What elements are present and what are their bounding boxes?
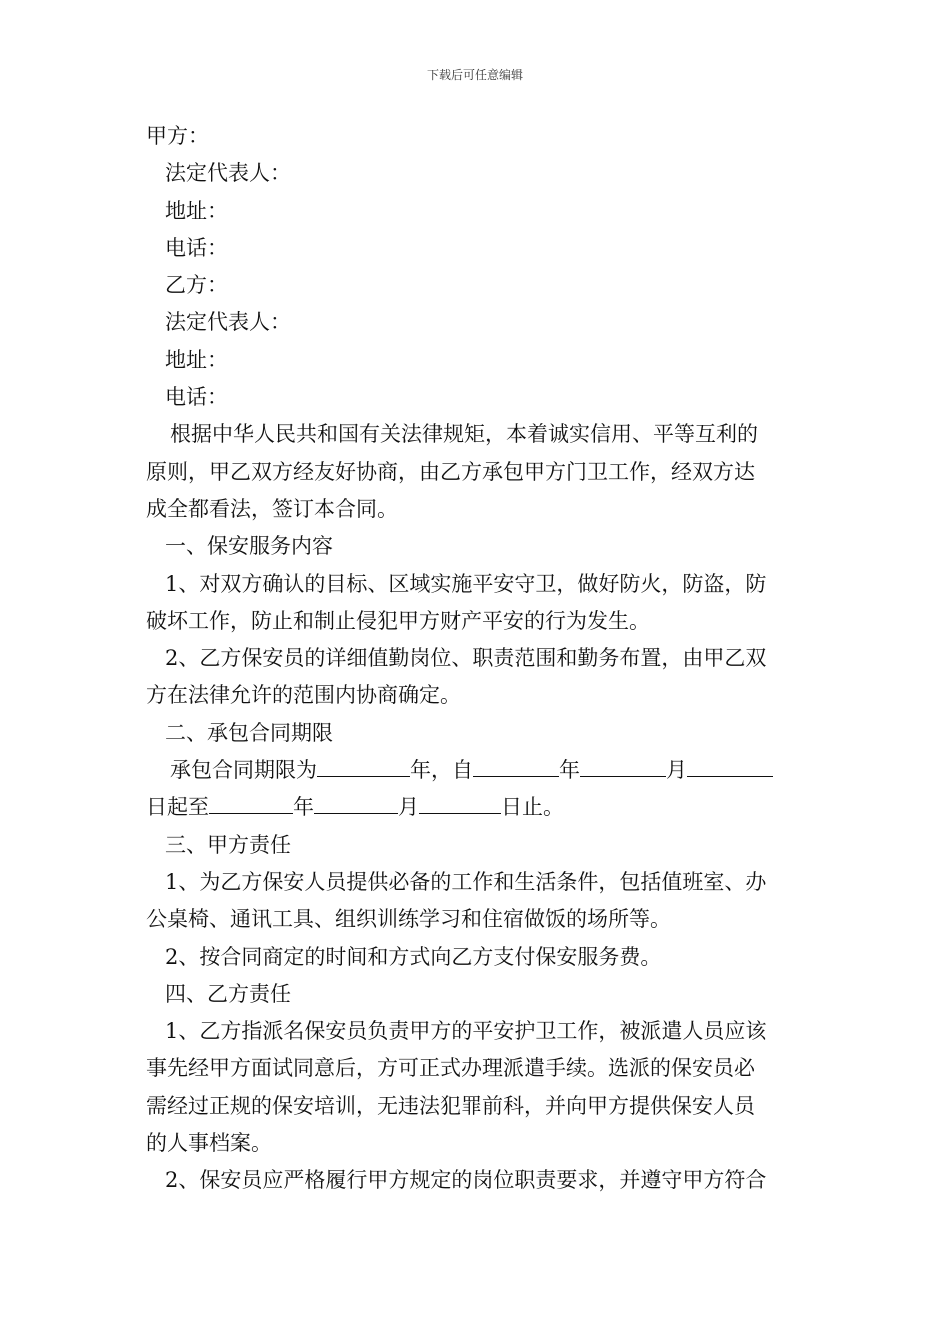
clause-line: 需经过正规的保安培训，无违法犯罪前科，并向甲方提供保安人员: [146, 1093, 755, 1118]
party-b-label: 乙方：: [165, 273, 228, 298]
preamble-line: 成全都看法，签订本合同。: [146, 496, 398, 521]
section-heading: 四、乙方责任: [165, 981, 291, 1006]
clause-line: 公桌椅、通讯工具、组织训练学习和住宿做饭的场所等。: [146, 907, 671, 932]
term-prefix: 承包合同期限为: [170, 758, 317, 783]
section-heading: 三、甲方责任: [165, 832, 291, 857]
blank-term-years: [317, 754, 410, 777]
term-month-text: 月: [666, 758, 687, 783]
party-a-label: 甲方：: [146, 124, 209, 148]
party-b-address-label: 地址：: [165, 347, 228, 372]
clause-line: 方在法律允许的范围内协商确定。: [146, 683, 461, 708]
term-year3-text: 年: [293, 795, 314, 820]
clause-line: 2、乙方保安员的详细值勤岗位、职责范围和勤务布置，由甲乙双: [165, 646, 767, 671]
clause-line: 2、保安员应严格履行甲方规定的岗位职责要求，并遵守甲方符合: [165, 1168, 767, 1193]
clause-line: 1、为乙方保安人员提供必备的工作和生活条件，包括值班室、办: [165, 869, 767, 894]
clause-line: 2、按合同商定的时间和方式向乙方支付保安服务费。: [165, 944, 662, 969]
preamble-line: 原则，甲乙双方经友好协商，由乙方承包甲方门卫工作，经双方达: [146, 459, 755, 484]
clause-line: 1、乙方指派名保安员负责甲方的平安护卫工作，被派遣人员应该: [165, 1019, 767, 1044]
term-day-end: 日止。: [501, 795, 564, 820]
clause-line: 1、对双方确认的目标、区域实施平安守卫，做好防火，防盗，防: [165, 571, 767, 596]
term-day-from: 日起至: [146, 795, 209, 820]
term-line: [146, 752, 808, 789]
clause-line: 事先经甲方面试同意后，方可正式办理派遣手续。选派的保安员必: [146, 1056, 755, 1081]
blank-start-day: [687, 754, 773, 777]
party-b-rep-label: 法定代表人：: [165, 310, 291, 335]
blank-end-month: [314, 791, 398, 814]
term-year-text: 年，自: [410, 758, 473, 783]
term-month2-text: 月: [398, 795, 419, 820]
party-a-phone-label: 电话：: [165, 235, 228, 260]
clause-line: 的人事档案。: [146, 1131, 272, 1156]
party-b-phone-label: 电话：: [165, 385, 228, 410]
blank-end-year: [209, 791, 293, 814]
party-a-address-label: 地址：: [165, 198, 228, 223]
preamble-line: 根据中华人民共和国有关法律规矩，本着诚实信用、平等互利的: [170, 422, 758, 447]
term-line: [146, 789, 808, 826]
blank-start-year: [473, 754, 559, 777]
clause-line: 破坏工作，防止和制止侵犯甲方财产平安的行为发生。: [146, 608, 650, 633]
contract-body: [146, 118, 808, 1200]
section-heading: 二、承包合同期限: [165, 720, 333, 745]
page-header: 下载后可任意编辑: [426, 68, 523, 82]
party-a-rep-label: 法定代表人：: [165, 161, 291, 186]
blank-end-day: [419, 791, 501, 814]
section-heading: 一、保安服务内容: [165, 534, 333, 559]
blank-start-month: [580, 754, 666, 777]
term-year2-text: 年: [559, 758, 580, 783]
